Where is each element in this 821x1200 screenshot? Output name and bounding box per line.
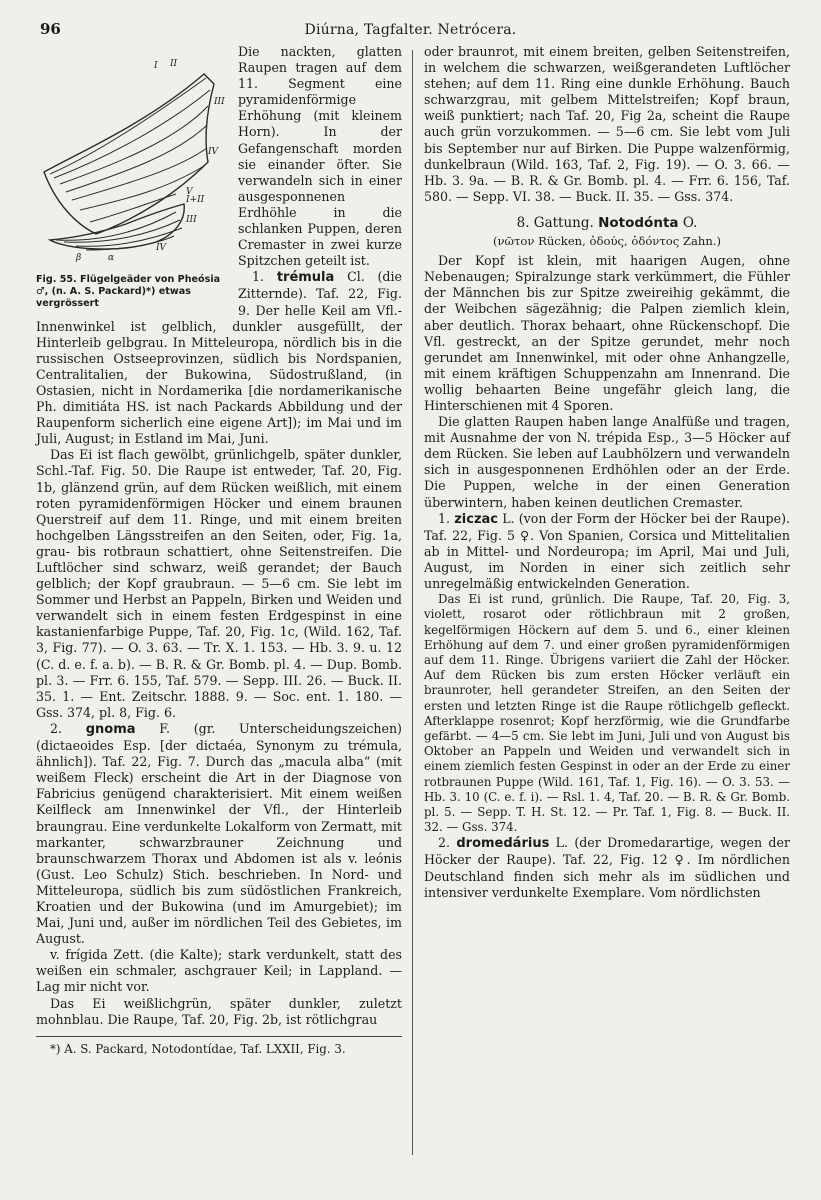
gnoma-egg-paragraph: Das Ei weißlichgrün, später dunkler, zuletzt mohnblau. Die Raupe, Taf. 20, Fig. 2b, ist rötlichgrau bbox=[36, 995, 402, 1027]
ziczac-egg-paragraph: Das Ei ist rund, grünlich. Die Raupe, Taf. 20, Fig. 3, violett, rosarot oder rötlichbraun mit 2 großen, kegelförmigen Höckern auf dem 5. und 6., einer kleinen Erhöhung auf dem 7. und einer großen pyramidenförmigen auf dem 11. Ringe. Übrigens variiert die Zahl der Höcker. Auf dem Rücken bis zum ersten Höcker verläuft ein braunroter, hell gerandeter Streifen, an den Seiten der ersten und letzten Ringe ist die Raupe rötlichgelb gefleckt. Afterklappe rosenrot; Kopf herzförmig, wie die Grundfarbe gefärbt. — 4—5 cm. Sie lebt im Juni, Juli und von August bis Oktober an Pappeln und Weiden und verwandelt sich in einem ziemlich festen Gespinst in oder an der Erde zu einer rotbraunen Puppe (Wild. 161, Taf. 1, Fig. 16). — O. 3. 53. — Hb. 3. 10 (C. e. f. i). — Rsl. 1. 4, Taf. 20. — B. R. & Gr. Bomb. pl. 5. — Sepp. T. H. St. 12. — Pr. Taf. 1, Fig. 8. — Buck. II. 32. — Gss. 374. bbox=[424, 592, 790, 835]
page-number: 96 bbox=[40, 20, 61, 38]
vein-label-iii: III bbox=[214, 97, 225, 107]
species-number: 2. bbox=[438, 835, 451, 851]
vein-label-alpha: α bbox=[108, 253, 115, 263]
intro-paragraph: Die nackten, glatten Raupen tragen auf dem 11. Segment eine pyramidenförmige Erhöhung (mit kleinem Horn). In der Gefangenschaft morden sie einander öfter. Sie verwandeln sich in einer ausgesponnenen Erdhöhle in die schlanken Puppen, deren Cremaster in zwei kurze Spitzchen geteilt ist. bbox=[238, 44, 402, 269]
gnoma-variety-paragraph: v. frígida Zett. (die Kalte); stark verdunkelt, statt des weißen ein schmaler, aschgrauer Keil; in Lappland. — Lag mir nicht vor. bbox=[36, 947, 402, 995]
running-head: Diúrna, Tagfalter. Netrócera. bbox=[304, 22, 517, 38]
genus-description: Der Kopf ist klein, mit haarigen Augen, ohne Nebenaugen; Spiralzunge stark verkümmert, die Fühler der Männchen bis zur Spitze zweireihig gekämmt, die der Weibchen sägezähnig; die Palpen ziemlich klein, aber deutlich. Thorax behaart, ohne Rückenschopf. Die Vfl. gestreckt, an der Spitze gerundet, mehr noch gerundet am Innenwinkel, mit oder ohne Anhangzelle, mit einem kräftigen Schuppenzahn am Innenrand. Die wollig behaarten Beine ungefähr gleich lang, die Hinterschienen mit 4 Sporen. bbox=[424, 253, 790, 413]
species-description: L. (der Dromedarartige, wegen der Höcker der Raupe). Taf. 22, Fig. 12 ♀. Im nördlichen Deutschland finden sich mehr als im südlichen und intensiver verdunkelte Exemplare. Vom nördlichsten bbox=[424, 835, 790, 900]
species-name-ziczac: ziczac bbox=[454, 511, 498, 527]
column-divider bbox=[412, 50, 413, 1155]
footnote-rule bbox=[36, 1036, 402, 1037]
vein-label-i-ii: I+II bbox=[186, 195, 205, 205]
right-column bbox=[424, 44, 790, 901]
species-number: 1. bbox=[252, 269, 265, 285]
vein-label-beta: β bbox=[76, 253, 82, 263]
genus-etymology: (νῶτον Rücken, ὀδούς, ὀδόντος Zahn.) bbox=[492, 234, 722, 249]
vein-label-hind-iii: III bbox=[186, 215, 197, 225]
vein-label-v: V bbox=[186, 187, 193, 197]
species-entry-ziczac bbox=[424, 511, 790, 592]
continued-paragraph: oder braunrot, mit einem breiten, gelben Seitenstreifen, in welchem die schwarzen, weißgerandeten Luftlöcher stehen; auf dem 11. Ring eine dunkle Erhöhung. Bauch schwarzgrau, mit gelbem Mittelstreifen; Kopf braun, weiß punktiert; nach Taf. 20, Fig 2a, scheint die Raupe auch grün vorzukommen. — 5—6 cm. Sie lebt vom Juli bis September nur auf Birken. Die Puppe walzenförmig, dunkelbraun (Wild. 163, Taf. 2, Fig. 19). — O. 3. 66. — Hb. 3. 9a. — B. R. & Gr. Bomb. pl. 4. — Frr. 6. 156, Taf. 580. — Sepp. VI. 38. — Buck. II. 35. — Gss. 374. bbox=[424, 44, 790, 204]
tremula-egg-paragraph: Das Ei ist flach gewölbt, grünlichgelb, später dunkler, Schl.-Taf. Fig. 50. Die Raupe ist entweder, Taf. 20, Fig. 1b, glänzend grün, auf dem Rücken weißlich, mit einem roten pyramidenförmigen Höcker und einem braunen Querstreif auf dem 11. Ringe, und mit einem breiten hochgelben Längsstreifen an den Seiten, oder, Fig. 1a, grau- bis rotbraun schattiert, ohne Seitenstreifen. Die Luftlöcher sind schwarz, weiß gerandet; der Bauch gelblich; der Kopf graubraun. — 5—6 cm. Sie lebt im Sommer und Herbst an Pappeln, Birken und Weiden und verwandelt sich in einem festen Erdgespinst in eine kastanienfarbige Puppe, Taf. 20, Fig. 1c, (Wild. 162, Taf. 3, Fig. 77). — O. 3. 63. — Tr. X. 1. 153. — Hb. 3. 9. u. 12 (C. d. e. f. a. b). — B. R. & Gr. Bomb. pl. 4. — Dup. Bomb. pl. 3. — Frr. 6. 155, Taf. 579. — Sepp. III. 26. — Buck. II. 35. 1. — Ent. Zeitschr. 1888. 9. — Soc. ent. 1. 180. — Gss. 374, pl. 8, Fig. 6. bbox=[36, 447, 402, 720]
species-name-tremula: trémula bbox=[276, 270, 335, 286]
species-description: L. (von der Form der Höcker bei der Raupe). Taf. 22, Fig. 5 ♀. Von Spanien, Corsica und Mittelitalien ab in Mittel- und Nordeuropa; im April, Mai und Juli, August, im Norden in einer sich zeitlich sehr unregelmäßig entwickelnden Generation. bbox=[424, 510, 790, 591]
wing-venation-diagram bbox=[36, 44, 232, 272]
vein-label-ii: II bbox=[170, 59, 178, 69]
vein-label-hind-iv: IV bbox=[156, 243, 167, 253]
species-number: 1. bbox=[438, 510, 451, 526]
genus-heading bbox=[424, 215, 790, 231]
genus-larva-paragraph: Die glatten Raupen haben lange Analfüße und tragen, mit Ausnahme der von N. trépida Esp., 3—5 Höcker auf dem Rücken. Sie leben auf Laubhölzern und verwandeln sich in ausgesponnenen Erdhöhlen oder an der Erde. Die Puppen, welche in der einen Generation überwintern, haben keinen deutlichen Cremaster. bbox=[424, 414, 790, 510]
left-column bbox=[36, 44, 402, 1057]
genus-name: Notodónta bbox=[598, 214, 679, 231]
species-name-gnoma: gnoma bbox=[85, 721, 136, 737]
vein-label-i: I bbox=[154, 61, 158, 71]
footnote: *) A. S. Packard, Notodontídae, Taf. LXXII, Fig. 3. bbox=[50, 1041, 346, 1056]
figure-caption: Fig. 55. Flügelgeäder von Pheósia ♂, (n. A. S. Packard)*) etwas vergrössert bbox=[36, 274, 221, 309]
wing-venation-figure bbox=[36, 44, 232, 310]
species-number: 2. bbox=[50, 720, 63, 736]
species-description: Cl. (die Zitternde). Taf. 22, Fig. 9. Der helle Keil am Vfl.-Innenwinkel ist gelblich, dunkler ausgefüllt, der Hinterleib gelbgrau. In Mitteleuropa, nördlich bis in die russischen Ostseeprovinzen, südlich bis Nordspanien, Centralitalien, der Bukowina, Südostrußland, (in Ostasien, nicht in Nordamerika [die nordamerikanische Ph. dimitiáta HS. ist nach Packards Abbildung und der Raupenform sicherlich eine eigene Art]); im Mai und im Juli, August; in Estland im Mai, Juni. bbox=[36, 269, 402, 447]
species-entry-dromedarius bbox=[424, 835, 790, 900]
vein-label-iv: IV bbox=[208, 147, 219, 157]
species-entry-gnoma bbox=[36, 721, 402, 947]
species-description: F. (gr. Unterscheidungszeichen) (dictaeoides Esp. [der dictaéa, Synonym zu trémula, ähnlich]). Taf. 22, Fig. 7. Durch das „macula alba“ (mit weißem Fleck) erscheint die Art in der Diagnose von Fabricius genügend charakterisiert. Mit einem weißen Keilfleck am Innenwinkel der Vfl., der Hinterleib braungrau. Eine verdunkelte Lokalform von Zermatt, mit markanter, schwarzbrauner Zeichnung und braunschwarzem Thorax und Abdomen ist als v. leónis (Gust. Leo Schulz) Stich. beschrieben. In Nord- und Mitteleuropa, südlich bis zum südöstlichen Frankreich, Kroatien und der Bukowina (und im Amurgebiet); im Mai, Juni und, außer im nördlichen Teil des Gebietes, im August. bbox=[36, 720, 402, 947]
genus-author: O. bbox=[682, 214, 698, 231]
genus-prefix: 8. Gattung. bbox=[516, 214, 594, 231]
species-name-dromedarius: dromedárius bbox=[456, 836, 550, 852]
